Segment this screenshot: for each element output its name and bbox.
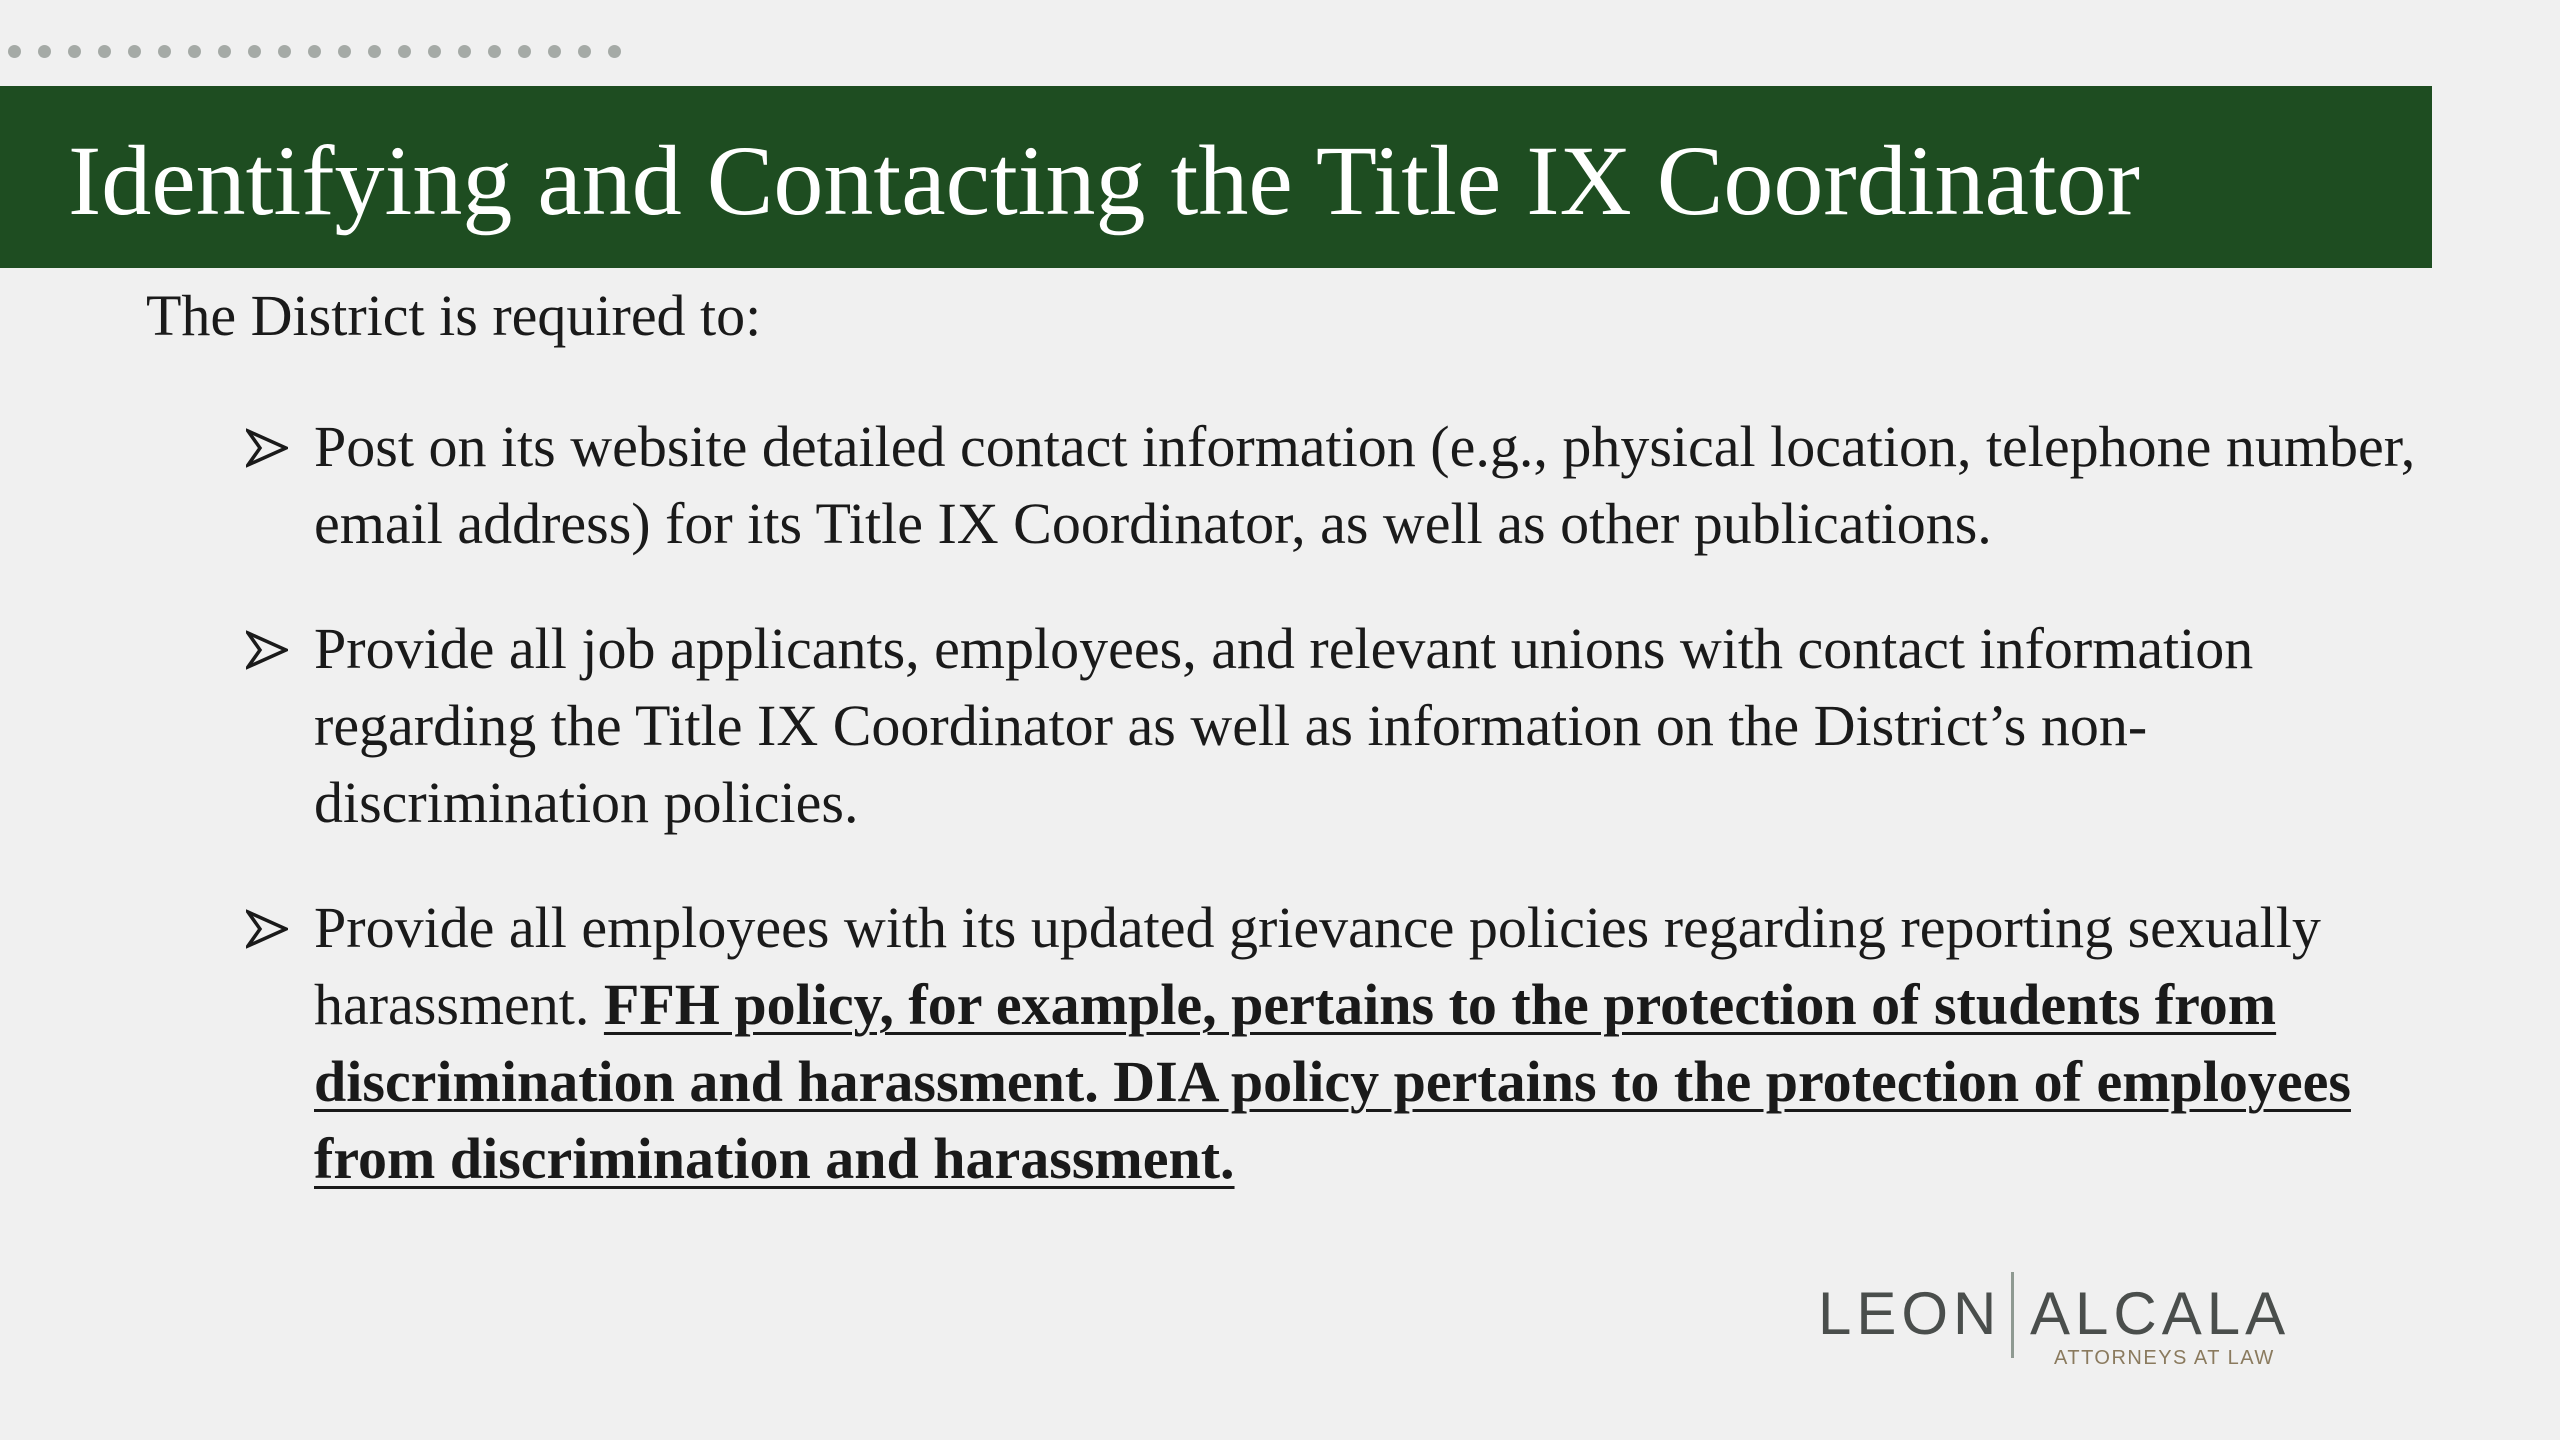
arrowhead-bullet-icon <box>246 909 288 949</box>
decorative-dot <box>458 45 471 58</box>
firm-logo <box>1818 1266 2298 1376</box>
decorative-dot <box>188 45 201 58</box>
bullet-item <box>238 889 2438 1197</box>
arrowhead-bullet-icon <box>246 428 288 468</box>
decorative-dot-row <box>0 42 630 60</box>
bullet-emphasis-text: FFH policy, for example, pertains to the protection of students from discrimination and harassment. DIA policy pertains to the protection of employees from discrimination and harassment. <box>314 972 2351 1191</box>
bullet-text: Post on its website detailed contact information (e.g., physical location, telephone number, email address) for its Title IX Coordinator, as well as other publications. <box>314 414 2416 556</box>
logo-wordmark-left: LEON <box>1818 1280 2002 1347</box>
decorative-dot <box>8 45 21 58</box>
decorative-dot <box>218 45 231 58</box>
decorative-dot <box>578 45 591 58</box>
bullet-item <box>238 610 2438 841</box>
decorative-dot <box>248 45 261 58</box>
decorative-dot <box>608 45 621 58</box>
bullet-text: Provide all employees with its updated grievance policies regarding reporting sexually harassment. <box>314 895 2321 1037</box>
decorative-dot <box>518 45 531 58</box>
intro-text: The District is required to: <box>146 283 762 348</box>
bullet-item <box>238 408 2438 562</box>
decorative-dot <box>488 45 501 58</box>
logo-subtitle: ATTORNEYS AT LAW <box>2054 1347 2275 1369</box>
title-banner <box>0 86 2432 268</box>
decorative-dot <box>338 45 351 58</box>
decorative-dot <box>428 45 441 58</box>
decorative-dot <box>278 45 291 58</box>
decorative-dot <box>398 45 411 58</box>
bullet-text: Provide all job applicants, employees, and relevant unions with contact information regarding the Title IX Coordinator as well as information on the District’s non-discrimination policies. <box>314 616 2254 835</box>
arrowhead-bullet-icon <box>246 630 288 670</box>
slide-title: Identifying and Contacting the Title IX Coordinator <box>68 125 2140 236</box>
decorative-dot <box>548 45 561 58</box>
decorative-dot <box>368 45 381 58</box>
decorative-dot <box>128 45 141 58</box>
logo-divider <box>2011 1272 2014 1358</box>
decorative-dot <box>38 45 51 58</box>
decorative-dot <box>68 45 81 58</box>
bullet-list <box>238 408 2438 1245</box>
decorative-dot <box>98 45 111 58</box>
logo-wordmark-right: ALCALA <box>2030 1280 2291 1347</box>
decorative-dot <box>158 45 171 58</box>
decorative-dot <box>308 45 321 58</box>
